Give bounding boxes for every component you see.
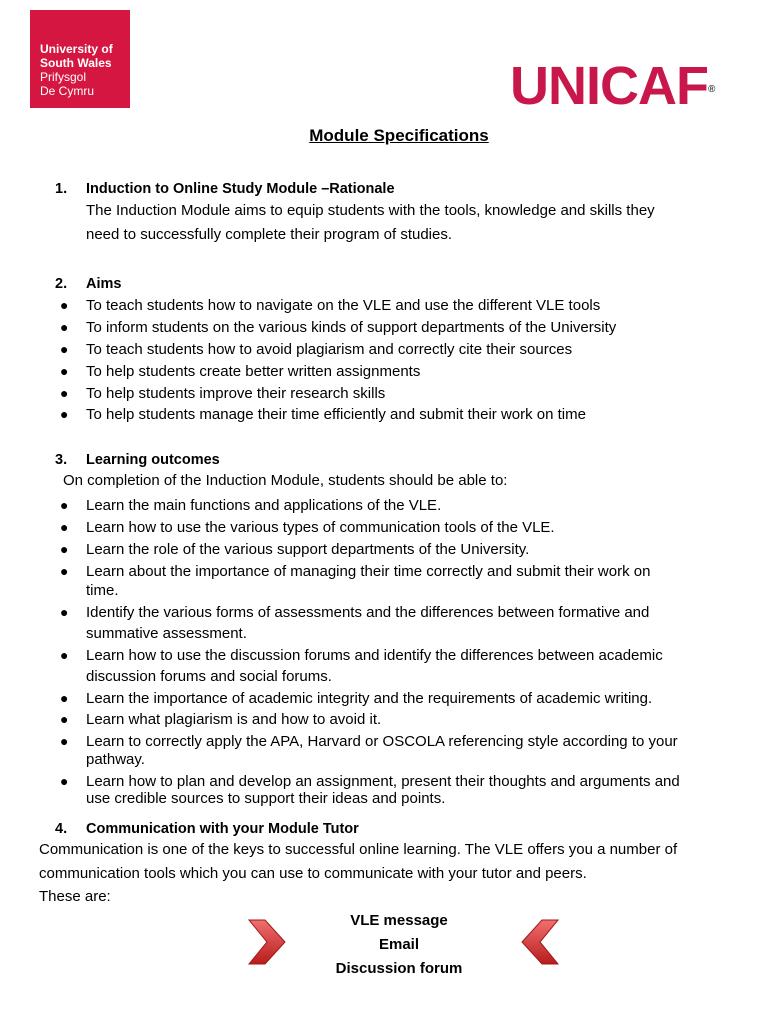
unicaf-logo-text: UNICAF (510, 56, 708, 116)
list-item: To help students manage their time efficiently and submit their work on time (86, 406, 586, 423)
list-item: Learn to correctly apply the APA, Harvard or OSCOLA referencing style according to your (86, 733, 678, 750)
tool-item: VLE message (350, 912, 448, 929)
list-item: To inform students on the various kinds of support departments of the University (86, 319, 617, 336)
tool-item: Discussion forum (335, 960, 463, 977)
list-item: Learn the importance of academic integrity and the requirements of academic writing. (86, 690, 653, 707)
bullet-icon: ● (60, 297, 69, 313)
bullet-icon: ● (60, 604, 69, 620)
list-item: Learn the role of the various support departments of the University. (86, 541, 530, 558)
section-number: 4. (55, 821, 68, 837)
bullet-icon: ● (60, 711, 69, 727)
list-item: To help students create better written assignments (86, 363, 421, 380)
section-number: 1. (55, 181, 68, 197)
list-item: Identify the various forms of assessments and the differences between formative and (86, 604, 650, 621)
bullet-icon: ● (60, 341, 69, 357)
list-item: Learn how to use the discussion forums and identify the differences between academic (86, 647, 663, 664)
bullet-icon: ● (60, 385, 69, 401)
usw-logo-line: De Cymru (40, 84, 95, 98)
bullet-icon: ● (60, 773, 69, 789)
chevron-right-icon (247, 916, 287, 968)
bullet-icon: ● (60, 363, 69, 379)
body-line: The Induction Module aims to equip students with the tools, knowledge and skills they (86, 202, 655, 219)
unicaf-logo (510, 56, 714, 116)
usw-logo-line: South Wales (40, 56, 112, 70)
section-heading: Communication with your Module Tutor (86, 821, 359, 837)
bullet-icon: ● (60, 733, 69, 749)
bullet-icon: ● (60, 541, 69, 557)
list-item: Learn what plagiarism is and how to avoid it. (86, 711, 382, 728)
registered-mark: ® (707, 84, 715, 95)
usw-logo (30, 10, 130, 108)
list-item: Learn about the importance of managing their time correctly and submit their work on (86, 563, 651, 580)
usw-logo-line: University of (40, 42, 113, 56)
bullet-icon: ● (60, 519, 69, 535)
list-item-continuation: discussion forums and social forums. (86, 668, 332, 685)
usw-logo-line: Prifysgol (40, 70, 87, 84)
list-item-continuation: use credible sources to support their ideas and points. (86, 790, 446, 807)
bullet-icon: ● (60, 497, 69, 513)
list-item: Learn the main functions and applications of the VLE. (86, 497, 442, 514)
body-line: Communication is one of the keys to successful online learning. The VLE offers you a number of (39, 841, 678, 858)
section-heading: Induction to Online Study Module –Rationale (86, 181, 395, 197)
section-heading: Aims (86, 276, 122, 292)
tool-item: Email (378, 936, 420, 953)
body-line: communication tools which you can use to communicate with your tutor and peers. (39, 865, 587, 882)
intro-line: On completion of the Induction Module, students should be able to: (63, 472, 508, 489)
list-item-continuation: summative assessment. (86, 625, 247, 642)
list-item: Learn how to plan and develop an assignment, present their thoughts and arguments and (86, 773, 680, 790)
bullet-icon: ● (60, 563, 69, 579)
list-item: Learn how to use the various types of communication tools of the VLE. (86, 519, 555, 536)
list-item: To teach students how to navigate on the VLE and use the different VLE tools (86, 297, 601, 314)
bullet-icon: ● (60, 647, 69, 663)
body-line: These are: (39, 888, 111, 905)
list-item-continuation: time. (86, 582, 119, 599)
bullet-icon: ● (60, 406, 69, 422)
bullet-icon: ● (60, 319, 69, 335)
list-item: To help students improve their research skills (86, 385, 386, 402)
section-heading: Learning outcomes (86, 452, 220, 468)
list-item-continuation: pathway. (86, 751, 145, 768)
body-line: need to successfully complete their program of studies. (86, 226, 453, 243)
list-item: To teach students how to avoid plagiarism and correctly cite their sources (86, 341, 573, 358)
page-title: Module Specifications (309, 126, 489, 145)
chevron-left-icon (520, 916, 560, 968)
section-number: 2. (55, 276, 68, 292)
bullet-icon: ● (60, 690, 69, 706)
section-number: 3. (55, 452, 68, 468)
